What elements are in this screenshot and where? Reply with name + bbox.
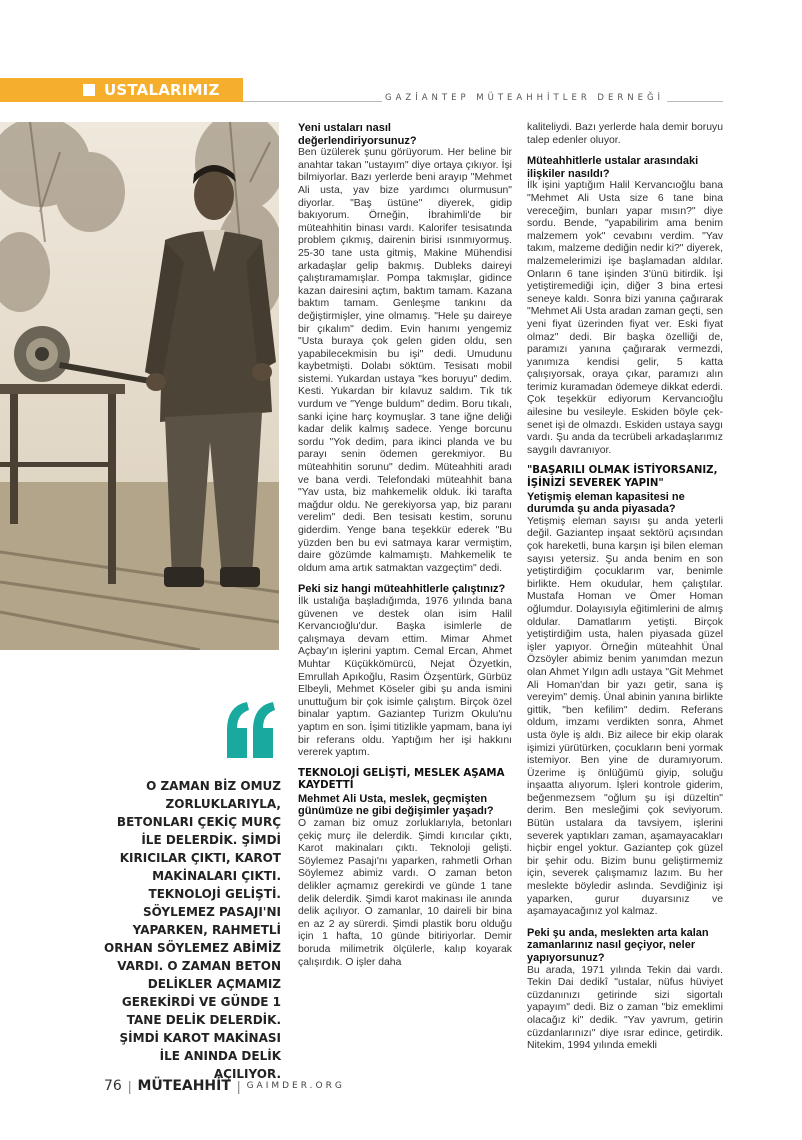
section-subheading: "BAŞARILI OLMAK İSTİYORSANIZ, İŞİNİZİ SEVEREK YAPIN"	[527, 465, 718, 490]
pull-quote: O ZAMAN BİZ OMUZ ZORLUKLARIYLA, BETONLARI ÇEKİÇ MURÇ İLE DELERDİK. ŞİMDİ KIRICILAR ÇIKTI, KAROT MAKİNALARI ÇIKTI. TEKNOLOJİ GELİŞTİ. SÖYLEMEZ PASAJI'NI YAPARKEN, RAHMETLİ ORHAN SÖYLEMEZ ABİMİZ VARDI. O ZAMAN BETON DELİKLER AÇMAMIZ GEREKİRDİ VE GÜNDE 1 TANE DELİK DELERDİK. ŞİMDİ KAROT MAKİNASI İLE ANINDA DELİK AÇILIYOR.	[104, 779, 281, 1081]
magazine-name: MÜTEAHHİT	[137, 1078, 231, 1094]
footer-separator: |	[236, 1078, 241, 1094]
answer-paragraph: İlk ustalığa başladığımda, 1976 yılında bana güvenen ve destek olan isim Halil Kervancıoğlu'dur. Başka isimlerle de çalışmaya devam ettim. Mimar Ahmet Açbay'ın işlerini yaptım. Cemal Ercan, Ahmet Muhtar Küçükkömürcü, Nejat Özyetkin, Emrullah Apıkoğlu, Rasim Özşentürk, Gürbüz Elbeyli, Mehmet Köseler gibi şu anda ismini unuttuğum bir çok isimle çalıştım. Birçok özel binalar yaptım. Gaziantep Turizm Okulu'nu yaptım en son. İşimi titizlikle yapmam, bana iyi bir referans oldu. Yaptığım her işi hakkını vererek yaptım.	[298, 595, 512, 759]
square-icon	[83, 84, 95, 96]
section-header-bar	[0, 78, 243, 102]
answer-paragraph: kaliteliydi. Bazı yerlerde hala demir boruyu talep edenler oluyor.	[527, 122, 723, 146]
question-heading: Müteahhitlerle ustalar arasındaki ilişkiler nasıldı?	[527, 155, 699, 180]
page-number: 76	[104, 1078, 122, 1094]
question-heading: Mehmet Ali Usta, meslek, geçmişten günümüze ne gibi değişimler yaşadı?	[298, 792, 494, 818]
footer-separator: |	[127, 1078, 132, 1094]
association-name: GAZİANTEP MÜTEAHHİTLER DERNEĞİ	[382, 93, 667, 103]
question-heading: Yeni ustaları nasıl değerlendiriyorsunuz?	[298, 122, 417, 147]
answer-paragraph: Ben üzülerek şunu görüyorum. Her beline bir anahtar takan "ustayım" diye ortaya çıkıyor. İşi bilmiyorlar. Bazı yerlerde beni arayıp "Mehmet Ali usta, yav bize yardımcı olurmusun" diyorlar. "Baş üstüne" diyerek, gidip bakıyorum. Örneğin, İbrahimli'de bir müteahhitin binası vardı. Kalorifer tesisatında problem çıkmış, dairenin birisi ısınmıyormuş. 25-30 tane usta gitmiş, Makine Mühendisi arkadaşlar gelip bakmış. Dubleks daireyi çalıştıramamışlar. Pompa takmışlar, gidince kazan dairesini açtım, baktım tamam. Kazana baktım tamam. Genleşme tankını da değiştirmişler, yine olmamış. "Hele şu daireye bir çıkalım" dedim. Evin hanımı yengemiz "Usta buraya çok gelen giden oldu, sen yapabilecekmisin bu işi" dedi. Umudunu kaybetmişti. Dolabı söktüm. Tesisatı mobil sistemi. Yukardan ustaya "kes boruyu" dedim. Kesti. Yukardan bir kılavuz saldım. Tık tık vurdum ve "Yenge buldum" dedim. Boru tıkalı, sanki içine harç koymuşlar. 3 tane iğne deliği kadar delik kalmış sadece. Yenge borcunu sordu "Yok dedim, para ikinci planda ve bu parayı senin ödemen gerekmiyor. Bu müteahhitin sorunu" dedim. Müteahhiti aradı ve bana verdi. Telefondaki müteahhit bana "Yav usta, biz mahkemelik olduk. İki tarafta mağdur oldu. Ne gerekiyorsa yap, biz paranı verelim" dedi. Ben tesisatı kestim, sorunu giderdim. Yenge bana teşekkür ederek "Bu yüzden ben bu evi satmaya karar vermiştim, daire gözümde kalmamıştı. Mahkemelik te oldum ama artık satmaktan vazgeçtim" dedi.	[298, 147, 512, 574]
article-column-1	[298, 122, 512, 977]
section-subheading: TEKNOLOJİ GELİŞTİ, MESLEK AŞAMA KAYDETTİ	[298, 767, 505, 792]
section-title: USTALARIMIZ	[104, 81, 220, 99]
portrait-photo	[0, 122, 279, 650]
answer-paragraph: Bu arada, 1971 yılında Tekin dai vardı. Tekin Dai dedikî "ustalar, nüfus hüviyet cüzdanınızı getirinde sizi sigortalı yapayım" dedi. Biz o zaman "biz emeklimi olacağız ki" dedik. "Yav yavrum, getirin cüzdanlarınızı" diye ısrar edince, getirdik. Nitekim, 1994 yılında emekli	[527, 964, 723, 1052]
question-heading: Peki şu anda, meslekten arta kalan zamanlarınız nasıl geçiyor, neler yapıyorsunuz?	[527, 926, 709, 964]
page-footer	[104, 1076, 345, 1096]
website-link[interactable]: GAIMDER.ORG	[246, 1081, 345, 1091]
question-heading: Yetişmiş eleman kapasitesi ne durumda şu anda piyasada?	[527, 490, 685, 516]
answer-paragraph: Yetişmiş eleman sayısı şu anda yeterli değil. Gaziantep inşaat sektörü açısından çok hareketli, buna karşın işi bilen eleman sayısı yetersiz. Şu anda benim en son yetiştirdiğim çocuklarım var, benimle birlikte. Hem okudular, hem çalıştılar. Mustafa Homan ve Ömer Homan oğlumdur. Dolayısıyla eğitimlerini de almış oldular. Damatlarım yetişti. Birçok yetiştirdiğim usta, halen piyasada güzel işler yapıyor. Örneğin müteahhit Ünal Özsöyler abimiz benim yanımdan mezun olan Ahmet Yılgın adlı ustaya "Git Mehmet Ali Homan'dan bir yazı getir, sana iş vereyim" demiş. Ünal abinin yanına birlikte gittik, "ben kefilim" dedim. Referans oldum, imzamı verdikten sonra, Ahmet usta öyle iş aldı. Biz ailece bir ekip olarak işimizi yürütürken, çocukların beni yormak istemiyor. Ben yine de duramıyorum. Üzerime iş önlüğümü giyip, soluğu inşaatta alıyorum. İşleri kontrole giderim, beğenmezsem "oğlum şu işi düzeltin" derim. Ben mesleğimi çok seviyorum. Bütün ustalara da tavsiyem, işlerini severek yaptıkları zaman, aşamayacakları hiçbir engel yoktur. Gaziantep çok güzel bir şehir odu. Bizim bunu geliştirmemiz için, severek çalışmamız lazım. Bu her meslekte böyledir aslında. Sevdiğiniz işi yaparken, gurur duyarsınız ve aşamayacağınız yol kalmaz.	[527, 515, 723, 918]
quote-icon	[225, 700, 275, 760]
question-heading: Peki siz hangi müteahhitlerle çalıştınız?	[298, 583, 506, 596]
answer-paragraph: İlk işini yaptığım Halil Kervancıoğlu bana "Mehmet Ali Usta size 6 tane bina vereceğim, bunları yapar mısın?" diye sordu. Bende, "yapabilirim ama benim malzemem yok" cevabını verdim. "Yav takım, malzeme dediğin nedir ki?" diyerek, malzemelerimizi işe başlamadan aldılar. Onların 6 tane işinden 3'ünü bitirdik. İşi yetiştiremediği için, diğer 3 bina ertesi seneye kaldı. Sonra bizi yanına çağırarak "Mehmet Ali Usta aradan zaman geçti, sen yeni fiyat üzerinden fiyat ver. Eski fiyat olmaz" dedi. Bir başka özelliği de, paramızı yanına çağırarak vermezdi, yanımıza kendisi gelir, 5 katta çalışıyorsak, oraya çıkar, paramızı alın terimiz kuramadan ödemeye dikkat ederdi. Çok teşekkür ediyorum Kervancıoğlu ailesine bu vesileyle. Eskiden böyle çek-senet işi de olmazdı. Eskiden ustaya saygı vardı. Şu anda da tecrübeli arkadaşlarımız saygılı davranıyor.	[527, 180, 724, 456]
answer-paragraph: O zaman biz omuz zorluklarıyla, betonları çekiç murç ile delerdik. Şimdi kırıcılar çıktı, Karot makinaları çıktı. Teknoloji gelişti. Söylemez Pasajı'nı yaparken, rahmetli Orhan Söylemez abimiz vardı. O zaman beton delikler açmamız gerekirdi ve günde 1 tane delik delerdik. Şimdi karot makinası ile anında delik açılıyor. O zamanlar, 10 daireli bir bina en az 2 ay sürerdi. Şimdi plastik boru olduğu için 1 hafta, 10 günde bitiriyorlar. Demir boruda milimetrik ölçülerle, kalıp koyarak çalışırdık. O işler daha	[298, 818, 512, 968]
article-column-2	[527, 122, 723, 1061]
